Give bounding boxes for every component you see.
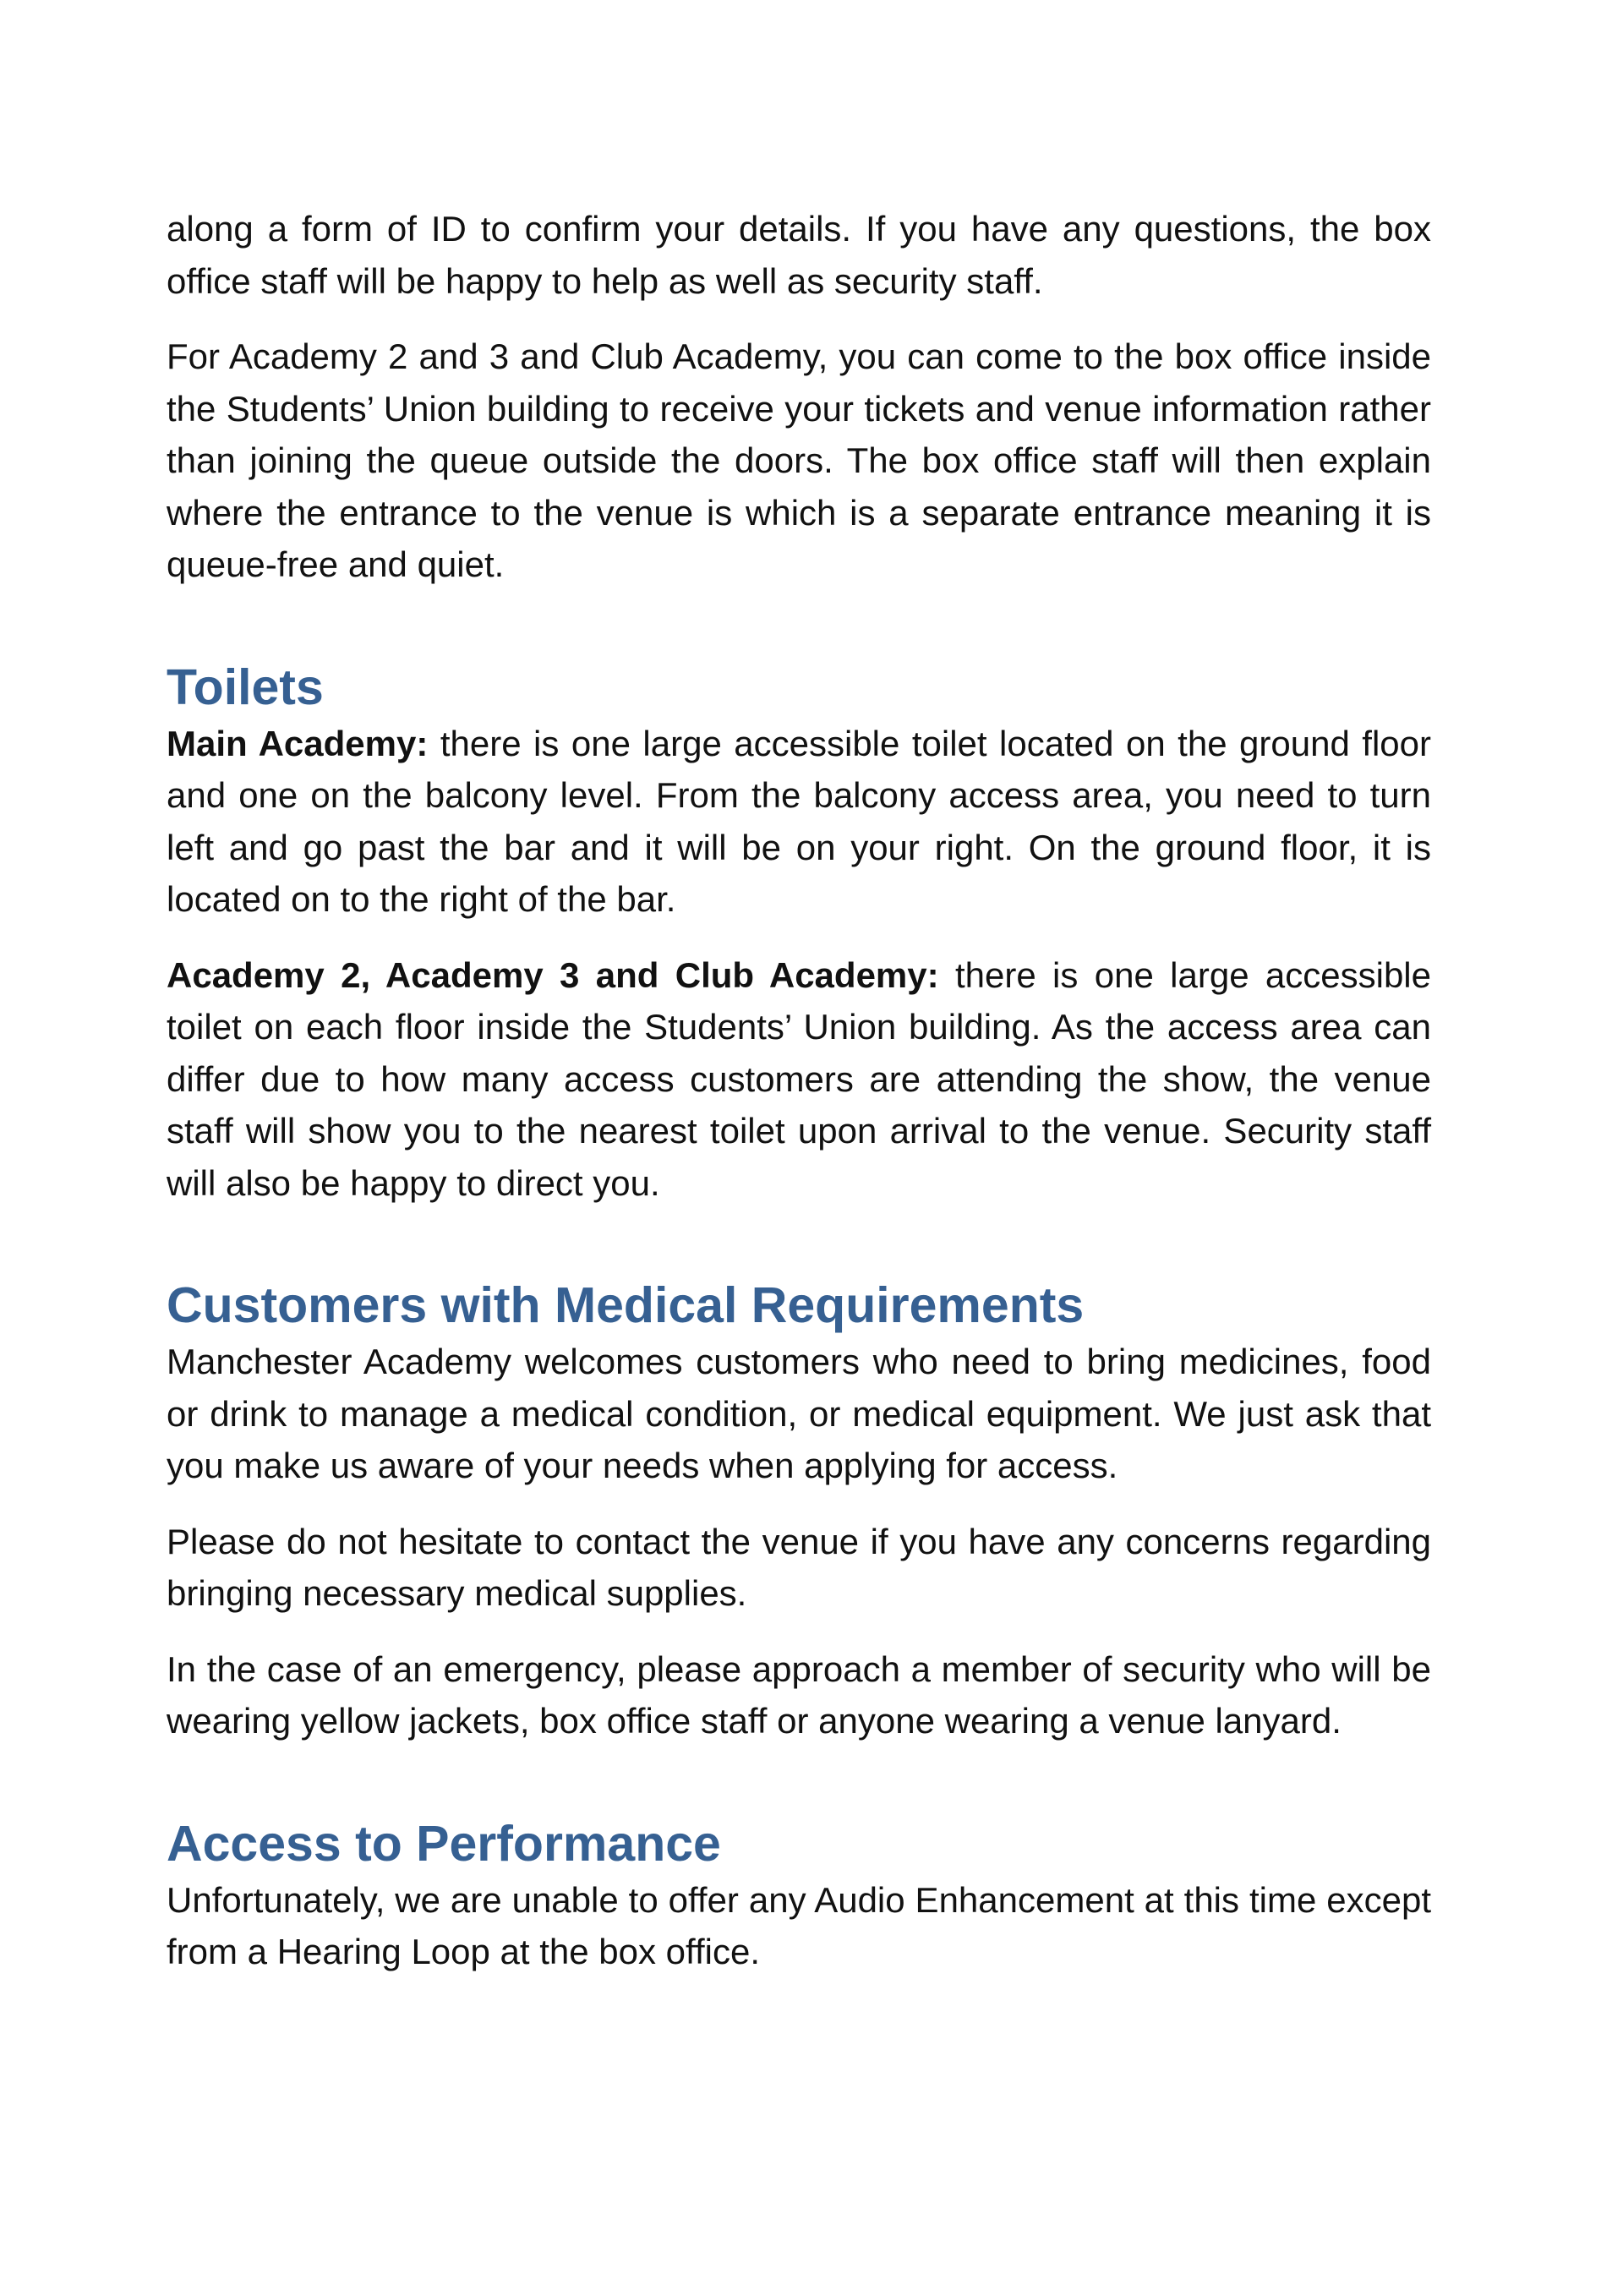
toilets-main-academy-paragraph [167, 718, 1431, 926]
performance-paragraph-1: Unfortunately, we are unable to offer any Audio Enhancement at this time except from a Hearing Loop at the box office. [167, 1879, 1431, 1971]
main-academy-text: there is one large accessible toilet located on the ground floor and one on the balcony level. From the balcony access area, you need to turn left and go past the bar and it will be on your right. On the ground floor, it is located on to the right of the bar. [167, 723, 1431, 919]
medical-section [167, 1275, 1431, 1747]
main-academy-label: Main Academy: [167, 723, 429, 763]
other-venues-text: there is one large accessible toilet on each floor inside the Students’ Union building. As the access area can differ due to how many access customers are attending the show, the venue staff will show you to the nearest toilet upon arrival to the venue. Security staff will also be happy to direct you. [167, 954, 1431, 1203]
toilets-heading: Toilets [167, 659, 324, 715]
intro-paragraph-1: along a form of ID to confirm your details. If you have any questions, the box office staff will be happy to help as well as security staff. [167, 209, 1431, 301]
toilets-section [167, 657, 1431, 1210]
performance-section [167, 1813, 1431, 1978]
other-venues-label: Academy 2, Academy 3 and Club Academy: [167, 954, 939, 995]
intro-section [167, 203, 1431, 591]
medical-paragraph-1: Manchester Academy welcomes customers who need to bring medicines, food or drink to manage a medical condition, or medical equipment. We just ask that you make us aware of your needs when applying for access. [167, 1342, 1431, 1485]
intro-paragraph-2: For Academy 2 and 3 and Club Academy, you can come to the box office inside the Students’ Union building to receive your tickets and venue information rather than joining the queue outside the doors. The box office staff will then explain where the entrance to the venue is which is a separate entrance meaning it is queue-free and quiet. [167, 336, 1431, 584]
medical-heading: Customers with Medical Requirements [167, 1277, 1085, 1333]
toilets-other-venues-paragraph [167, 949, 1431, 1210]
document-page [167, 203, 1431, 1978]
medical-paragraph-2: Please do not hesitate to contact the venue if you have any concerns regarding bringing necessary medical supplies. [167, 1521, 1431, 1613]
medical-paragraph-3: In the case of an emergency, please approach a member of security who will be wearing yellow jackets, box office staff or anyone wearing a venue lanyard. [167, 1648, 1431, 1741]
performance-heading: Access to Performance [167, 1815, 721, 1872]
